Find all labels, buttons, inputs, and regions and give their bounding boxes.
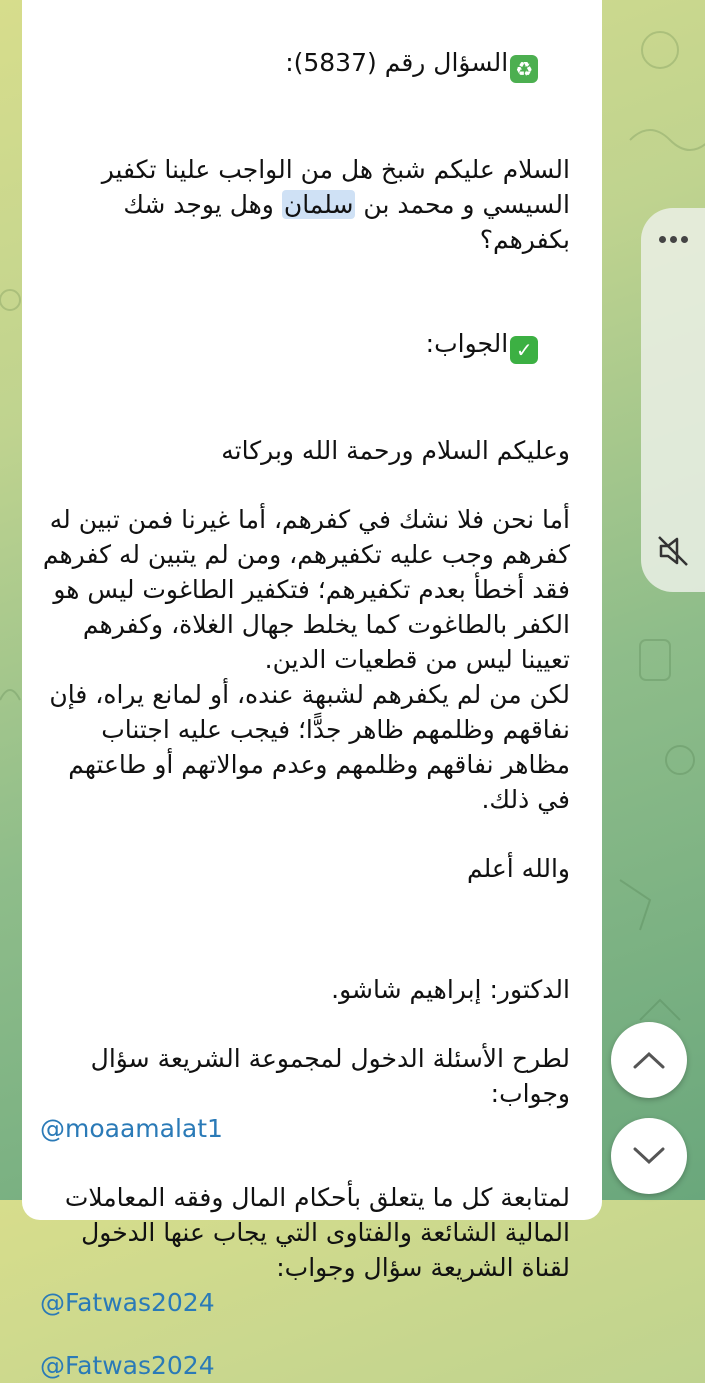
promo-line: لمتابعة كل ما يتعلق بأحكام المال وفقه المعاملات: [64, 1183, 570, 1212]
promo-group-text: [40, 1041, 570, 1111]
recycle-icon: ♻: [510, 55, 538, 83]
highlighted-word[interactable]: سلمان: [283, 190, 354, 219]
answer-line: أما نحن فلا نشك في كفرهم، أما غيرنا فمن تبين له: [49, 505, 570, 534]
promo-line: لطرح الأسئلة الدخول لمجموعة الشريعة سؤال: [90, 1044, 570, 1073]
promo-channel-text: [40, 1180, 570, 1285]
answer-line: الكفر بالطاغوت كما يخلط جهال الغلاة، وكفرهم: [82, 610, 570, 639]
answer-line: كفرهم وجب عليه تكفيرهم، ومن لم يتبين له كفرهم: [42, 540, 570, 569]
answer-line: لكن من لم يكفرهم لشبهة عنده، أو لمانع يراه، فإن: [49, 680, 570, 709]
promo-line: وجواب:: [490, 1079, 570, 1108]
more-dots-icon[interactable]: [657, 228, 691, 248]
answer-body: [40, 502, 570, 817]
answer-line: تعيينا ليس من قطعيات الدين.: [264, 645, 570, 674]
greeting: وعليكم السلام ورحمة الله وبركاته: [221, 436, 570, 465]
chevron-up-icon: [632, 1050, 666, 1070]
message-bubble[interactable]: [22, 0, 602, 1380]
scroll-up-button[interactable]: [611, 1022, 687, 1098]
floating-media-panel: [641, 208, 705, 592]
question-text-line-3: بكفرهم؟: [479, 225, 570, 254]
signature: الدكتور: إبراهيم شاشو.: [331, 975, 570, 1004]
scroll-down-button[interactable]: [611, 1118, 687, 1194]
question-text-line-1: السلام عليكم شبخ هل من الواجب علينا تكفير: [101, 155, 570, 184]
answer-header: ✓الجواب:: [40, 291, 570, 399]
promo-line: لقناة الشريعة سؤال وجواب:: [276, 1253, 570, 1282]
chevron-down-icon: [632, 1146, 666, 1166]
promo-line: المالية الشائعة والفتاوى التي يجاب عنها الدخول: [81, 1218, 570, 1247]
speaker-muted-icon[interactable]: [655, 533, 691, 569]
question-text-line-2: السيسي و محمد بن سلمان وهل يوجد شك: [123, 190, 570, 219]
question-header: ♻السؤال رقم (5837):: [40, 10, 570, 118]
answer-line: نفاقهم وظلمهم ظاهر جدًّا؛ فيجب عليه اجتناب: [101, 715, 570, 744]
answer-line: في ذلك.: [481, 785, 570, 814]
channel-link[interactable]: @Fatwas2024: [40, 1288, 215, 1317]
check-mark-icon: ✓: [510, 336, 538, 364]
group-link[interactable]: @moaamalat1: [40, 1114, 223, 1143]
answer-line: مظاهر نفاقهم وظلمهم وعدم موالاتهم أو طاعتهم: [68, 750, 570, 779]
answer-line: فقد أخطأ بعدم تكفيرهم؛ فتكفير الطاغوت ليس هو: [53, 575, 570, 604]
closing-text: والله أعلم: [466, 854, 570, 883]
channel-link-cut[interactable]: @Fatwas2024: [40, 1351, 215, 1380]
